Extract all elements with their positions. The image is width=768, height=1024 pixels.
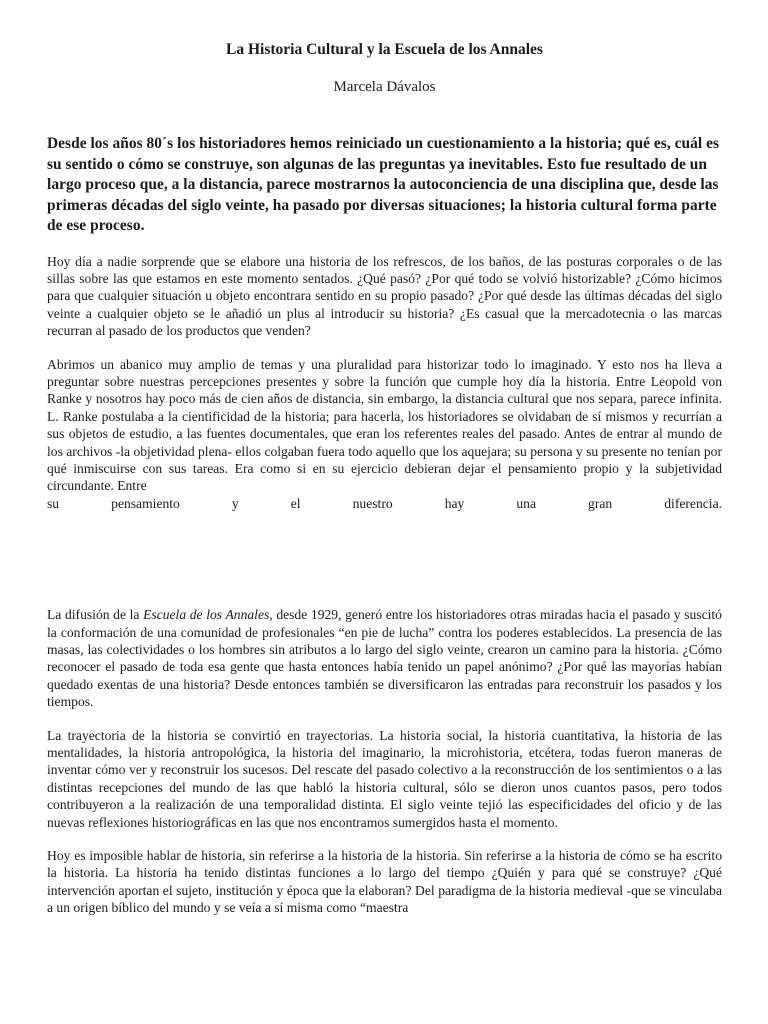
paragraph-1: Hoy día a nadie sorprende que se elabore una historia de los refrescos, de los baños, de las posturas corporales o de las sillas sobre las que estamos en este momento sentados. ¿Qué pasó? ¿Por qué todo se volvió historizable? ¿Cómo hicimos para que cualquier situación u objeto encontrara sentido en su propio pasado? ¿Por qué desde las últimas décadas del siglo veinte a cualquier objeto se le añadió un plus al introducir su historia? ¿Es casual que la mercadotecnia o las marcas recurran al pasado de los productos que venden? xyxy=(47,253,722,339)
lead-paragraph: Desde los años 80´s los historiadores hemos reiniciado un cuestionamiento a la historia; qué es, cuál es su sentido o cómo se construye, son algunas de las preguntas ya inevitables. Esto fue resultado de un largo proceso que, a la distancia, parece mostrarnos la autoconciencia de una disciplina que, desde las primeras décadas del siglo veinte, ha pasado por diversas situaciones; la historia cultural forma parte de ese proceso. xyxy=(47,135,720,234)
blank-space xyxy=(47,528,722,606)
paragraph-3-start: La difusión de la xyxy=(47,607,144,623)
document-page xyxy=(47,40,722,1020)
paragraph-2-last-line: su pensamiento y el nuestro hay una gran diferencia. xyxy=(47,495,722,511)
document-author: Marcela Dávalos xyxy=(333,79,436,95)
paragraph-2-text: Abrimos un abanico muy amplio de temas y una pluralidad para historizar todo lo imaginado. Y esto nos ha lleva a preguntar sobre nuestras percepciones presentes y sobre la función que cumple hoy día la historia. Entre Leopold von Ranke y nosotros hay poco más de cien años de distancia, sin embargo, la distancia cultural que nos separa, parece infinita. L. Ranke postulaba a la cientificidad de la historia; para hacerla, los historiadores se olvidaban de sí mismos y recurrían a sus objetos de estudio, a las fuentes documentales, que eran los referentes reales del pasado. Antes de entrar al mundo de los archivos -la objetividad plena- ellos colgaban fuera todo aquello que los aquejara; su persona y su presente no tenían por qué inmiscuirse con sus tareas. Era como si en su ejercicio debieran dejar el pensamiento propio y la subjetividad circundante. Entre xyxy=(47,356,722,494)
paragraph-4: La trayectoria de la historia se convirtió en trayectorias. La historia social, la historia cuantitativa, la historia de las mentalidades, la historia antropológica, la historia del imaginario, la microhistoria, etcétera, todas fueron maneras de inventar cómo ver y reconstruir los sucesos. Del rescate del pasado colectivo a la reconstrucción de los sentimientos o a las distintas recepciones del mundo de las que habló la historia cultural, sólo se dieron unos cuantos pasos, pero todos contribuyeron a la realización de una temporalidad distinta. El siglo veinte tejió las especificidades del oficio y de las nuevas reflexiones historiográficas en las que nos encontramos sumergidos hasta el momento. xyxy=(47,727,722,830)
paragraph-5: Hoy es imposible hablar de historia, sin referirse a la historia de la historia. Sin referirse a la historia de cómo se ha escrito la historia. La historia ha tenido distintas funciones a lo largo del tiempo ¿Quién y para qué se construye? ¿Qué intervención aportan el sujeto, institución y época que la elaboran? Del paradigma de la historia medieval -que se vinculaba a un origen bíblico del mundo y se veía a sí misma como “maestra xyxy=(47,848,722,916)
paragraph-2 xyxy=(47,356,722,495)
paragraph-3-rest: , desde 1929, generó entre los historiadores otras miradas hacia el pasado y suscitó la conformación de una comunidad de profesionales “en pie de lucha” contra los poderes establecidos. La presencia de las masas, las colectividades o los hombres sin atributos a lo largo del siglo veinte, crearon un camino para la historia. ¿Cómo reconocer el pasado de toda esa gente que hasta entonces había tenido un papel anónimo? ¿Por qué las mayorías habían quedado exentas de una historia? Desde entonces también se diversificaron las entradas para reconstruir los pasados y los tiempos. xyxy=(47,607,722,710)
paragraph-3 xyxy=(47,606,722,710)
document-title: La Historia Cultural y la Escuela de los Annales xyxy=(226,41,543,58)
paragraph-3-italic: Escuela de los Annales xyxy=(143,607,270,623)
